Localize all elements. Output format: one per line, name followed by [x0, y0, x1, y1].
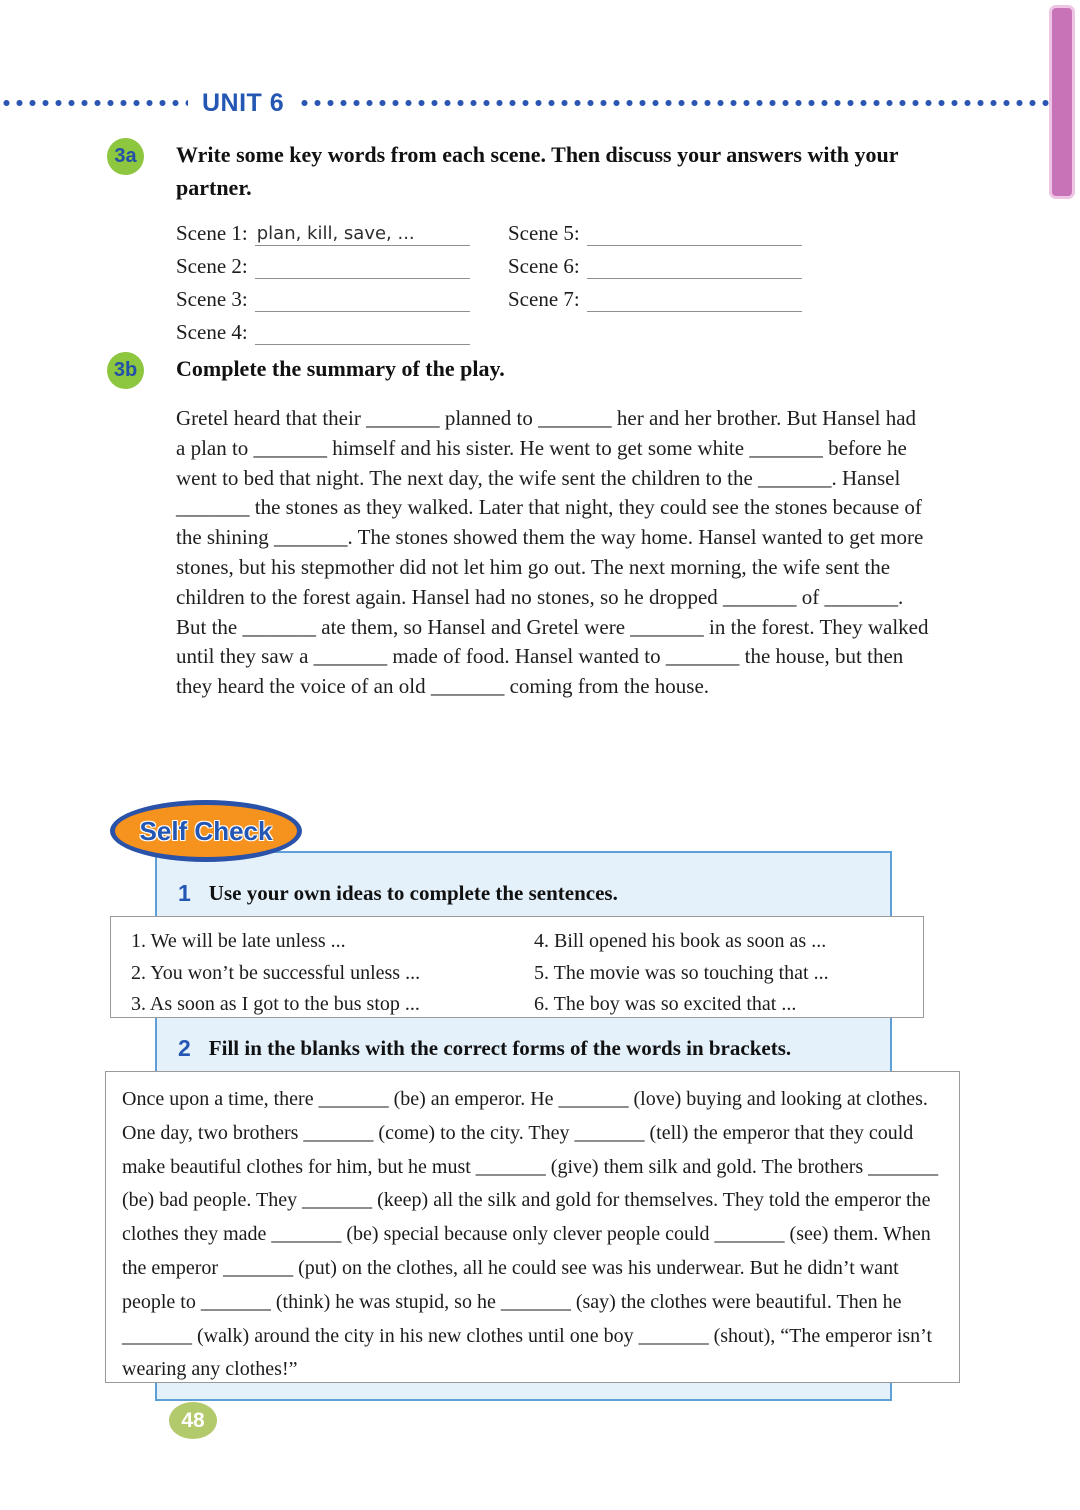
task2-number: 2 [178, 1035, 191, 1061]
scene-row-6 [508, 246, 802, 279]
sentence-item: 6. The boy was so excited that ... [534, 993, 797, 1015]
section-3b-title: Complete the summary of the play. [176, 356, 505, 381]
section-3a-header [107, 138, 948, 204]
task2-title: Fill in the blanks with the correct forms of the words in brackets. [208, 1036, 792, 1060]
section-3a-title: Write some key words from each scene. Then discuss your answers with your partner. [176, 142, 899, 200]
unit-title: UNIT 6 [202, 88, 285, 117]
scene-label: Scene 5: [508, 221, 580, 245]
task1-header [178, 878, 618, 908]
pink-tab-bar [1052, 8, 1072, 196]
scene-answer-line [587, 217, 802, 246]
scene-answer-line [255, 250, 470, 279]
scene-answer-line [587, 250, 802, 279]
scene-label: Scene 4: [176, 320, 248, 344]
sentence-column-left [111, 926, 534, 1017]
unit-header-rule [0, 90, 1080, 116]
page-number-badge: 48 [169, 1402, 217, 1439]
task1-title: Use your own ideas to complete the sentences. [208, 881, 618, 905]
summary-fill-in-paragraph: Gretel heard that their _______ planned to _______ her and her brother. But Hansel had a plan to _______ himself and his sister. He went to get some white _______ before he went to bed that night. The next day, the wife sent the children to the _______. Hansel _______ the stones as they walked. Later that night, they could see the stones because of the shining _______. The stones showed them the way home. Hansel wanted to get more stones, but his stepmother did not let him go out. The next morning, the wife sent the children to the forest again. Hansel had no stones, so he dropped _______ of _______. But the _______ ate them, so Hansel and Gretel were _______ in the forest. They walked until they saw a _______ made of food. Hansel wanted to _______ the house, but then they heard the voice of an old _______ coming from the house. [176, 406, 929, 699]
scene-row-1 [176, 213, 508, 246]
scene-label: Scene 3: [176, 287, 248, 311]
task2-header [178, 1033, 791, 1063]
scene-row-3 [176, 279, 508, 312]
dotted-rule-right [298, 99, 1080, 107]
sentence-item: 3. As soon as I got to the bus stop ... [131, 993, 420, 1015]
sentence-column-right [534, 926, 923, 1017]
sentence-item: 5. The movie was so touching that ... [534, 961, 829, 984]
scene-answer-line [255, 283, 470, 312]
scene-answer-line [255, 316, 470, 345]
self-check-badge: Self Check [110, 800, 302, 862]
task1-number: 1 [178, 880, 191, 906]
emperor-passage-text: Once upon a time, there _______ (be) an emperor. He _______ (love) buying and looking at clothes. One day, two brothers _______ (come) to the city. They _______ (tell) the emperor that they could make beautiful clothes for him, but he must _______ (give) them silk and gold. The brothers _______ (be) bad people. They _______ (keep) all the silk and gold for themselves. They told the emperor the clothes they made _______ (be) special because only clever people could _______ (see) them. When the emperor _______ (put) on the clothes, all he could see was his underwear. But he didn’t want people to _______ (think) he was stupid, so he _______ (say) the clothes were beautiful. Then he _______ (walk) around the city in his new clothes until one boy _______ (shout), “The emperor isn’t wearing any clothes!” [122, 1088, 939, 1381]
scene-row-2 [176, 246, 508, 279]
sentence-item: 1. We will be late unless ... [131, 930, 346, 952]
scene-row-5 [508, 213, 802, 246]
scene-row-4 [176, 312, 508, 345]
scene-row-7 [508, 279, 802, 312]
sentence-item: 4. Bill opened his book as soon as ... [534, 930, 827, 952]
scene-answer-line [255, 217, 470, 246]
scene-answer-text: plan, kill, save, ... [256, 223, 415, 244]
sentence-item: 2. You won’t be successful unless ... [131, 961, 421, 984]
scene-label: Scene 1: [176, 221, 248, 245]
scene-label: Scene 6: [508, 254, 580, 278]
section-3b-badge: 3b [107, 352, 144, 389]
scene-keywords-list [176, 213, 802, 345]
scene-label: Scene 2: [176, 254, 248, 278]
section-3a-badge: 3a [107, 138, 144, 175]
sentence-starters-box [110, 916, 924, 1018]
emperor-passage-box [105, 1071, 960, 1383]
scene-answer-line [587, 283, 802, 312]
dotted-rule-left [0, 99, 188, 107]
section-3b-header [107, 352, 948, 389]
scene-label: Scene 7: [508, 287, 580, 311]
